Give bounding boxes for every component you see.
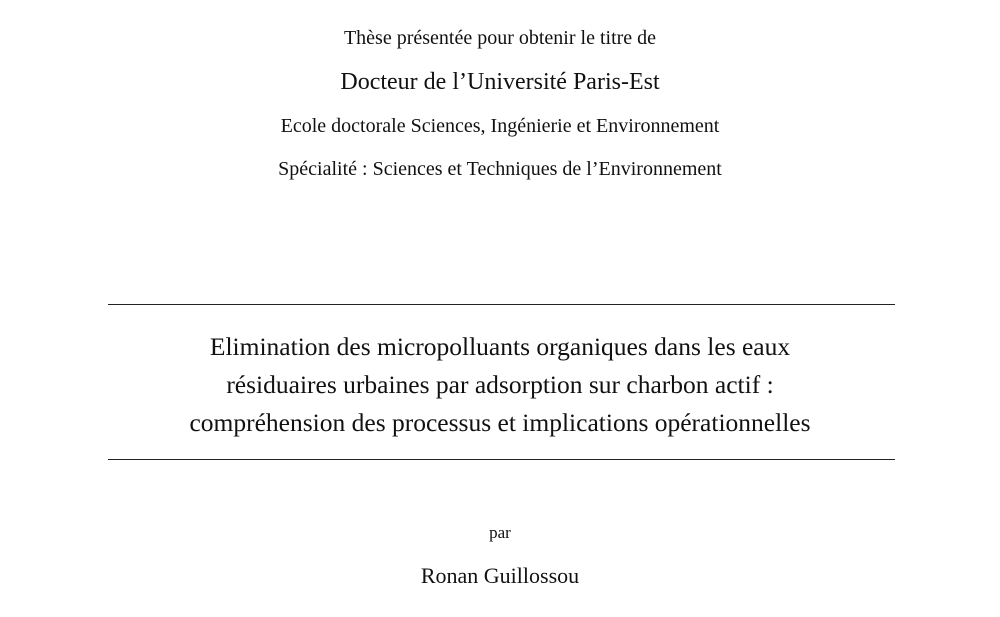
specialty-text: Spécialité : Sciences et Techniques de l’Environnement (278, 158, 722, 180)
by-label: par (489, 523, 511, 542)
thesis-title (100, 328, 900, 442)
thesis-title-line-1: Elimination des micropolluants organiques dans les eaux (209, 332, 791, 361)
title-top-rule (108, 304, 895, 305)
title-bottom-rule (108, 459, 895, 460)
degree-text: Docteur de l’Université Paris-Est (340, 69, 660, 95)
author-name: Ronan Guillossou (420, 563, 580, 588)
thesis-title-line-2: résiduaires urbaines par adsorption sur charbon actif : (226, 370, 774, 399)
thesis-title-line-3: compréhension des processus et implications opérationnelles (189, 408, 811, 437)
doctoral-school-text: Ecole doctorale Sciences, Ingénierie et Environnement (280, 115, 720, 137)
presented-for-text: Thèse présentée pour obtenir le titre de (343, 27, 657, 49)
